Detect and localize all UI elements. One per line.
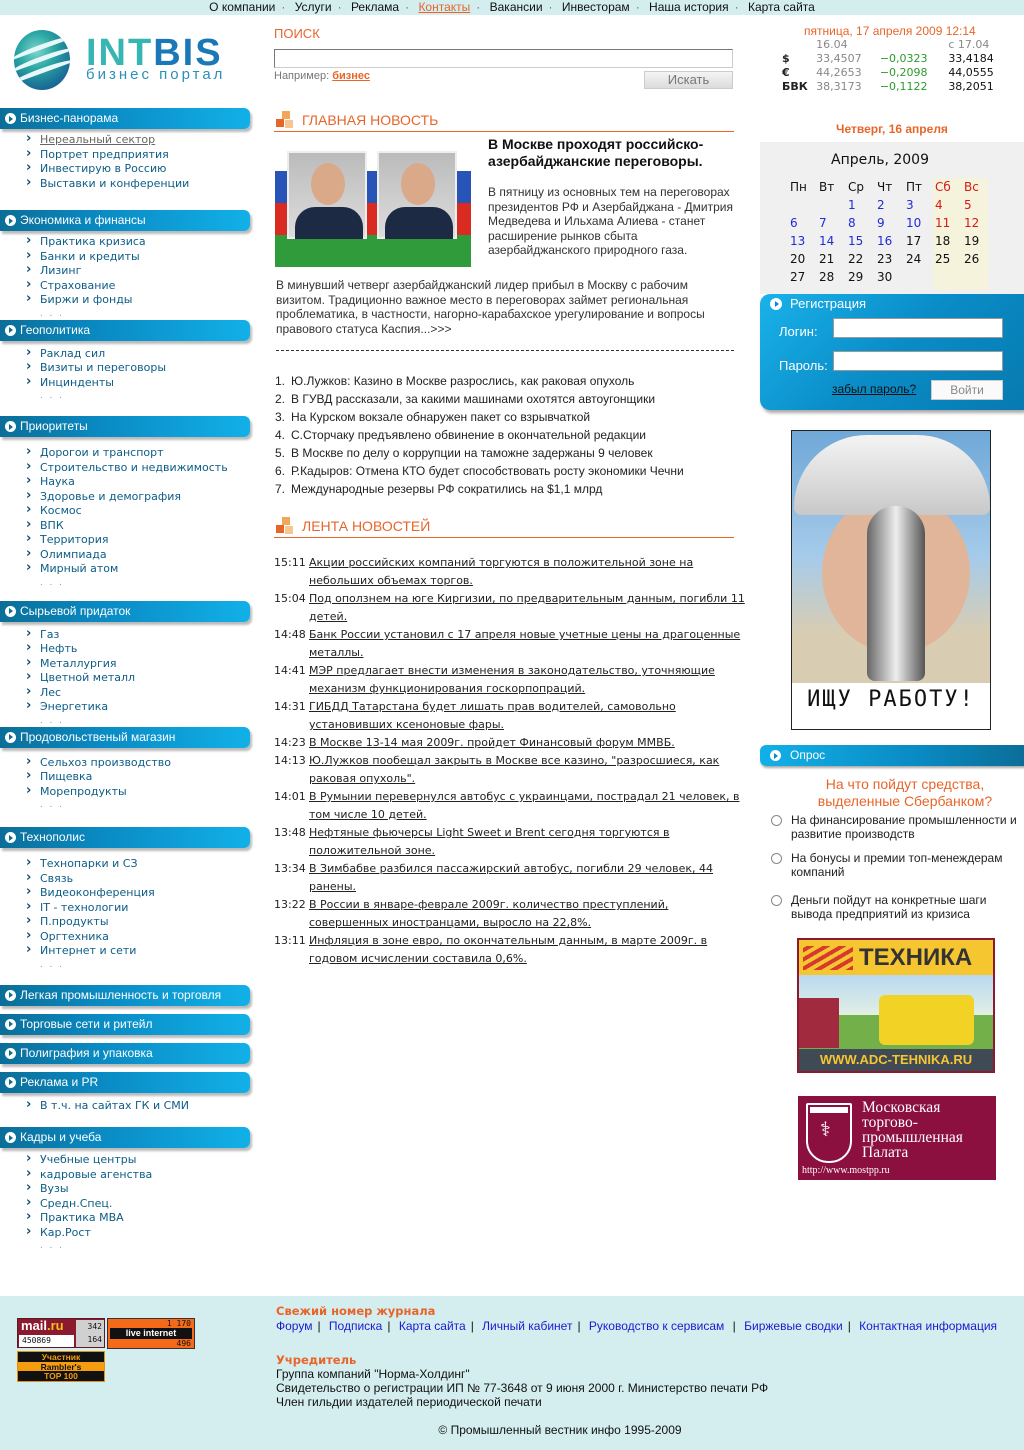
- sidebar-section-hr-education[interactable]: Кадры и учеба: [0, 1127, 250, 1148]
- sidebar-link[interactable]: › Нереальный сектор: [26, 133, 252, 148]
- calendar-day: 17: [906, 234, 922, 248]
- sidebar-section-light-industry[interactable]: Легкая промышленность и торговля: [0, 985, 250, 1006]
- search-button[interactable]: Искать: [644, 71, 733, 89]
- sidebar-link[interactable]: › Энергетика: [26, 700, 252, 715]
- sidebar-link[interactable]: › Раклад сил: [26, 347, 252, 362]
- adc-logo: ТЕХНИКА: [799, 940, 993, 975]
- feed-item[interactable]: 13:34 В Зимбабве разбился пассажирский автобус, погибли 29 человек, 44 ранены.: [274, 862, 714, 893]
- copyright: © Промышленный вестник инфо 1995-2009: [438, 1423, 682, 1437]
- rates-col-current: с 17.04: [948, 38, 990, 51]
- list-item[interactable]: 2. В ГУВД рассказали, за какими машинами охотятся автоугонщики: [275, 392, 656, 406]
- feed-item[interactable]: 14:01 В Румынии перевернулся автобус с украинцами, пострадал 21 человек, в том числе 10 детей.: [274, 790, 740, 821]
- nav-separator: ·: [405, 0, 410, 14]
- sidebar-link[interactable]: › Морепродукты: [26, 785, 252, 800]
- sidebar-link[interactable]: › Здоровье и демография: [26, 490, 252, 505]
- dollar-icon: $: [782, 52, 790, 65]
- footer-link-guide[interactable]: Руководство к сервисам: [588, 1319, 725, 1333]
- calendar-day: 30: [877, 270, 893, 284]
- calendar-day: 26: [964, 252, 980, 266]
- play-bullet-icon: [770, 750, 781, 761]
- calendar-day: 18: [935, 234, 951, 248]
- sidebar-link[interactable]: › Интернет и сети: [26, 944, 252, 959]
- nav-separator: ·: [734, 0, 739, 14]
- excavator-graphic: [879, 995, 974, 1045]
- sidebar-link[interactable]: › Цветной металл: [26, 671, 252, 686]
- sidebar-link[interactable]: › Учебные центры: [26, 1153, 252, 1168]
- sidebar-link[interactable]: › Кар.Рост: [26, 1226, 252, 1241]
- feed-item[interactable]: 15:04 Под оползнем на юге Киргизии, по предварительным данным, погибли 11 детей.: [274, 592, 745, 623]
- sidebar-section-economy[interactable]: Экономика и финансы: [0, 210, 250, 231]
- sidebar-section-food[interactable]: Продовольственый магазин: [0, 727, 250, 748]
- nav-separator: ·: [548, 0, 553, 14]
- nav-separator: ·: [635, 0, 640, 14]
- mailru-counter[interactable]: mail.ru 450869 342 164: [17, 1318, 105, 1348]
- play-bullet-icon: [5, 990, 16, 1001]
- sidebar-link[interactable]: › Инцинденты: [26, 376, 252, 391]
- calendar-day[interactable]: 6: [790, 216, 798, 230]
- sidebar-more-link[interactable]: . . .: [40, 576, 64, 588]
- nav-history[interactable]: Наша история: [649, 0, 729, 14]
- play-bullet-icon: [5, 832, 16, 843]
- sidebar-link[interactable]: › Космос: [26, 504, 252, 519]
- sidebar-more-link[interactable]: . . .: [40, 390, 64, 401]
- sidebar-more-link[interactable]: . . .: [40, 958, 64, 970]
- search-hint-link[interactable]: бизнес: [332, 70, 370, 82]
- sidebar-section-printing[interactable]: Полиграфия и упаковка: [0, 1043, 250, 1064]
- poll-question: На что пойдут средства, выделенные Сбербанком?: [817, 776, 993, 809]
- sidebar-more-link[interactable]: . . .: [40, 799, 64, 810]
- nav-sitemap[interactable]: Карта сайта: [747, 0, 815, 14]
- sidebar-link[interactable]: › Металлургия: [26, 657, 252, 672]
- main-news-image[interactable]: [275, 139, 471, 267]
- sidebar-more-link[interactable]: . . .: [40, 714, 64, 726]
- calendar-caption: Апрель, 2009: [831, 152, 929, 168]
- login-title: Регистрация: [790, 296, 866, 311]
- feed-item[interactable]: 14:23 В Москве 13-14 мая 2009г. пройдет Финансовый форум ММВБ.: [274, 736, 675, 749]
- calendar-day[interactable]: 16: [877, 234, 893, 248]
- worker-photo: [792, 431, 990, 683]
- feed-item[interactable]: 13:11 Инфляция в зоне евро, по окончательным данным, в марте 2009г. в годовом исчислении составила 0,6%.: [274, 934, 708, 965]
- rate-row: € 44,2653 −0,2098 44,0555: [782, 66, 994, 79]
- play-bullet-icon: [5, 325, 16, 336]
- sidebar-link[interactable]: › Наука: [26, 475, 252, 490]
- top-nav: [0, 0, 1024, 15]
- sidebar-link[interactable]: › Средн.Спец.: [26, 1197, 252, 1212]
- news-feed-heading: ЛЕНТА НОВОСТЕЙ: [274, 514, 734, 538]
- rates-col-prev: 16.04: [816, 38, 848, 51]
- calendar-day: 22: [848, 252, 864, 266]
- sidebar-link[interactable]: › Практика MBA: [26, 1211, 252, 1226]
- main-news-body[interactable]: В минувший четверг азербайджанский лидер прибыл в Москву с рабочим визитом. Традиционно важное место в переговорах займет региональная проблематика, в частности, нагорно-карабахское урегулирование и вопросы правового статуса Каспия...>>>: [276, 278, 705, 336]
- cubes-icon: [276, 111, 296, 129]
- sidebar-link[interactable]: › Связь: [26, 872, 252, 887]
- sidebar-link[interactable]: › Практика кризиса: [26, 235, 252, 250]
- calendar-day[interactable]: 13: [790, 234, 806, 248]
- journal-title[interactable]: Свежий номер журнала: [276, 1304, 436, 1318]
- nav-investors[interactable]: Инвесторам: [561, 0, 630, 14]
- mtpp-url: http://www.mostpp.ru: [802, 1165, 890, 1176]
- main-news-headline[interactable]: В Москве проходят российско-азербайджанские переговоры.: [488, 136, 704, 169]
- search-input[interactable]: [274, 49, 733, 68]
- chamber-crest-icon: [806, 1103, 852, 1163]
- adc-tehnika-banner[interactable]: [797, 938, 995, 1073]
- calendar-grid: Пн Вт Ср Чт Пт Сб Вс 1 2 3 4 5 6 7 8 9 10 11 12 13 14 15 16 17 18 19 20 21 22 23 24 25 26 27 28 29 30: [786, 178, 989, 286]
- rate-row: $ 33,4507 −0,0323 33,4184: [782, 52, 994, 65]
- list-item[interactable]: 4. С.Сторчаку предъявлено обвинение в окончательной редакции: [275, 428, 646, 442]
- password-label: Пароль:: [779, 358, 828, 373]
- feed-item[interactable]: 14:41 МЭР предлагает внести изменения в законодательство, уточняющие механизм функционирования госкорпопраций.: [274, 664, 715, 695]
- sidebar-link[interactable]: › Мирный атом: [26, 562, 252, 577]
- calendar-day[interactable]: 10: [906, 216, 922, 230]
- nav-about[interactable]: О компании: [209, 0, 276, 14]
- sidebar-link[interactable]: › Олимпиада: [26, 548, 252, 563]
- feed-item[interactable]: 14:48 Банк России установил с 17 апреля новые учетные цены на драгоценные металлы.: [274, 628, 741, 659]
- main-news-heading: ГЛАВНАЯ НОВОСТЬ: [274, 108, 734, 132]
- list-item[interactable]: 1. Ю.Лужков: Казино в Москве разрослись, как раковая опухоль: [275, 374, 635, 388]
- play-bullet-icon: [5, 113, 16, 124]
- globe-logo-icon: [14, 30, 70, 90]
- wrench-icon: [867, 506, 925, 681]
- sidebar-link[interactable]: › Видеоконференция: [26, 886, 252, 901]
- dashed-divider: [276, 350, 734, 351]
- calendar-day[interactable]: 14: [819, 234, 835, 248]
- calendar-day[interactable]: 12: [964, 216, 980, 230]
- rate-row: БВК 38,3173 −0,1122 38,2051: [782, 80, 994, 93]
- rambler-top100-counter[interactable]: Участник Rambler's TOP 100: [17, 1351, 105, 1382]
- rates-table: [782, 38, 1012, 94]
- banner-caption: ИЩУ РАБОТУ!: [807, 687, 975, 712]
- sidebar-link[interactable]: › Инвестирую в Россию: [26, 162, 252, 177]
- nav-separator: ·: [476, 0, 481, 14]
- main-content: [274, 108, 745, 965]
- login-label: Логин:: [779, 324, 818, 339]
- footer-link-contacts[interactable]: Контактная информация: [859, 1319, 998, 1333]
- play-bullet-icon: [5, 1077, 16, 1088]
- logo-tagline: бизнес портал: [86, 66, 226, 83]
- registration-line: Свидетельство о регистрации ИП № 77-3648 от 9 июня 2000 г. Министерство печати РФ: [276, 1381, 769, 1395]
- feed-item[interactable]: 13:48 Нефтяные фьючерсы Light Sweet и Brent сегодня торгуются в положительной зоне.: [274, 826, 670, 857]
- today-label: Четверг, 16 апреля: [836, 122, 948, 136]
- sidebar-section-priorities[interactable]: Приоритеты: [0, 416, 250, 437]
- search-block: [274, 26, 734, 87]
- calendar-day: 21: [819, 252, 835, 266]
- sidebar-link[interactable]: › кадровые агенства: [26, 1168, 252, 1183]
- calendar-day[interactable]: 4: [935, 198, 943, 212]
- sidebar-section-geopolitics[interactable]: Геополитика: [0, 320, 250, 341]
- login-input[interactable]: [833, 318, 1003, 338]
- footer-link-subscription[interactable]: Подписка: [328, 1319, 383, 1333]
- sidebar-link[interactable]: › Страхование: [26, 279, 252, 294]
- founder-line: Группа компаний "Норма-Холдинг": [276, 1367, 470, 1381]
- sidebar-link[interactable]: › Территория: [26, 533, 252, 548]
- adc-stripes-icon: [803, 946, 853, 970]
- calendar-day: 19: [964, 234, 980, 248]
- calendar-day[interactable]: 2: [877, 198, 885, 212]
- play-bullet-icon: [5, 215, 16, 226]
- calendar-day[interactable]: 7: [819, 216, 827, 230]
- nav-vacancies[interactable]: Вакансии: [489, 0, 543, 14]
- feed-item[interactable]: 15:11 Акции российских компаний торгуются в положительной зоне на небольших объемах торгов.: [274, 556, 694, 587]
- play-bullet-icon: [5, 732, 16, 743]
- calendar-day: 25: [935, 252, 951, 266]
- play-bullet-icon: [5, 421, 16, 432]
- play-bullet-icon: [770, 298, 782, 310]
- footer-link-sitemap[interactable]: Карта сайта: [398, 1319, 466, 1333]
- calendar: [760, 142, 1024, 294]
- sidebar-link[interactable]: › Визиты и переговоры: [26, 361, 252, 376]
- footer-link-account[interactable]: Личный кабинет: [482, 1319, 573, 1333]
- sidebar-link[interactable]: › IT - технологии: [26, 901, 252, 916]
- feed-item[interactable]: 14:31 ГИБДД Татарстана будет лишать прав водителей, самовольно установивших ксеноновые фары.: [274, 700, 676, 731]
- euro-icon: €: [782, 66, 790, 79]
- logo-brand: INTBIS: [86, 32, 223, 74]
- sidebar-section-advertising-pr[interactable]: Реклама и PR: [0, 1072, 250, 1093]
- sidebar-section-technopolis[interactable]: Технополис: [0, 827, 250, 848]
- sidebar-link[interactable]: › Лизинг: [26, 264, 252, 279]
- news-feed: [274, 554, 748, 968]
- calendar-day[interactable]: 15: [848, 234, 864, 248]
- list-item[interactable]: 7. Международные резервы РФ сократились на $1,1 млрд: [275, 482, 603, 496]
- feed-item[interactable]: 14:13 Ю.Лужков пообещал закрыть в Москве все казино, "разросшиеся, как раковая опухоль".: [274, 754, 720, 785]
- nav-separator: ·: [337, 0, 342, 14]
- liveinternet-counter[interactable]: 1 170 live internet 496: [107, 1318, 195, 1349]
- poll-option[interactable]: На финансирование промышленности и развитие производств: [770, 813, 1020, 841]
- radio-button[interactable]: [771, 815, 782, 826]
- footer-link-exchange[interactable]: Биржевые сводки: [744, 1319, 843, 1333]
- top-news-list: [275, 372, 684, 498]
- sidebar-section-business-panorama[interactable]: Бизнес-панорама: [0, 108, 250, 129]
- list-item[interactable]: 3. На Курском вокзале обнаружен пакет со взрывчаткой: [275, 410, 591, 424]
- sidebar-link[interactable]: › Лес: [26, 686, 252, 701]
- sidebar-link[interactable]: › П.продукты: [26, 915, 252, 930]
- nav-separator: ·: [281, 0, 286, 14]
- nav-services[interactable]: Услуги: [294, 0, 332, 14]
- job-search-banner[interactable]: [791, 430, 991, 730]
- adc-url: WWW.ADC-TEHNIKA.RU: [799, 1049, 993, 1071]
- calendar-day[interactable]: 3: [906, 198, 914, 212]
- forgot-password-link[interactable]: забыл пароль?: [832, 382, 917, 396]
- site-logo[interactable]: [14, 30, 244, 96]
- sidebar: [0, 108, 252, 1252]
- current-datetime: пятница, 17 апреля 2009 12:14: [804, 24, 976, 38]
- nav-contacts[interactable]: Контакты: [418, 0, 471, 14]
- radio-button[interactable]: [771, 895, 782, 906]
- calendar-day: 23: [877, 252, 893, 266]
- calendar-day: 29: [848, 270, 864, 284]
- sidebar-more-link[interactable]: . . .: [40, 307, 64, 319]
- calendar-day[interactable]: 5: [964, 198, 972, 212]
- footer-links: Форум | Подписка | Карта сайта | Личный кабинет | Руководство к сервисам | Биржевые сводки | Контактная информация: [276, 1319, 998, 1333]
- mtpp-title: Московская торгово-промышленная Палата: [862, 1099, 963, 1161]
- dump-truck-graphic: [799, 998, 839, 1048]
- search-title: ПОИСК: [274, 26, 320, 41]
- footer-link-forum[interactable]: Форум: [276, 1319, 313, 1333]
- sidebar-link[interactable]: › Сельхоз производство: [26, 756, 252, 771]
- sidebar-link[interactable]: › Биржи и фонды: [26, 293, 252, 308]
- basket-label: БВК: [782, 80, 808, 93]
- calendar-day: 28: [819, 270, 835, 284]
- sidebar-link[interactable]: › Пищевка: [26, 770, 252, 785]
- founder-title: Учредитель: [276, 1353, 357, 1367]
- calendar-day[interactable]: 1: [848, 198, 856, 212]
- radio-button[interactable]: [771, 853, 782, 864]
- sidebar-link[interactable]: › Оргтехника: [26, 930, 252, 945]
- sidebar-link[interactable]: › В т.ч. на сайтах ГК и СМИ: [26, 1099, 252, 1114]
- sidebar-link[interactable]: › ВПК: [26, 519, 252, 534]
- sidebar-section-raw-materials[interactable]: Сырьевой придаток: [0, 601, 250, 622]
- mtpp-banner[interactable]: [798, 1096, 996, 1180]
- sidebar-link[interactable]: › Газ: [26, 628, 252, 643]
- list-item[interactable]: 5. В Москве по делу о коррупции на таможне задержаны 9 человек: [275, 446, 653, 460]
- main-news-lead: В пятницу из основных тем на переговорах президентов РФ и Азербайджана - Дмитрия Медведева и Ильхама Алиева - станет расширение рынков сбыта азербайджанского природного газа.: [488, 185, 734, 257]
- sidebar-link[interactable]: › Вузы: [26, 1182, 252, 1197]
- calendar-day[interactable]: 9: [877, 216, 885, 230]
- calendar-day: 27: [790, 270, 806, 284]
- login-button[interactable]: Войти: [931, 380, 1003, 400]
- poll-header: Опрос: [760, 745, 1024, 766]
- sidebar-link[interactable]: › Строительство и недвижимость: [26, 461, 252, 476]
- poll-option[interactable]: На бонусы и премии топ-менеждерам компаний: [770, 851, 1020, 879]
- cubes-icon: [276, 517, 296, 535]
- play-bullet-icon: [5, 606, 16, 617]
- footer: [0, 1296, 1024, 1450]
- sidebar-link[interactable]: › Дорогои и транспорт: [26, 446, 252, 461]
- sidebar-link[interactable]: › Портрет предприятия: [26, 148, 252, 163]
- calendar-day: 24: [906, 252, 922, 266]
- sidebar-link[interactable]: › Выставки и конференции: [26, 177, 252, 192]
- sidebar-link[interactable]: › Технопарки и СЗ: [26, 857, 252, 872]
- sidebar-link[interactable]: › Банки и кредиты: [26, 250, 252, 265]
- guild-line: Член гильдии издателей периодической печати: [276, 1395, 542, 1409]
- search-hint: Например: бизнес: [274, 70, 370, 82]
- calendar-day[interactable]: 8: [848, 216, 856, 230]
- sidebar-section-retail[interactable]: Торговые сети и ритейл: [0, 1014, 250, 1035]
- sidebar-link[interactable]: › Нефть: [26, 642, 252, 657]
- sidebar-more-link[interactable]: . . .: [40, 1240, 64, 1251]
- list-item[interactable]: 6. Р.Кадыров: Отмена КТО будет способствовать росту экономики Чечни: [275, 464, 684, 478]
- play-bullet-icon: [5, 1019, 16, 1030]
- calendar-day: 20: [790, 252, 806, 266]
- calendar-day[interactable]: 11: [935, 216, 951, 230]
- feed-item[interactable]: 13:22 В России в январе-феврале 2009г. количество преступлений, совершенных иностранцами, выросло на 22,8%.: [274, 898, 669, 929]
- play-bullet-icon: [5, 1048, 16, 1059]
- poll-option[interactable]: Деньги пойдут на конкретные шаги вывода предприятий из кризиса: [770, 893, 1020, 921]
- login-panel: [760, 294, 1024, 410]
- nav-advertising[interactable]: Реклама: [350, 0, 400, 14]
- play-bullet-icon: [5, 1132, 16, 1143]
- password-input[interactable]: [833, 351, 1003, 371]
